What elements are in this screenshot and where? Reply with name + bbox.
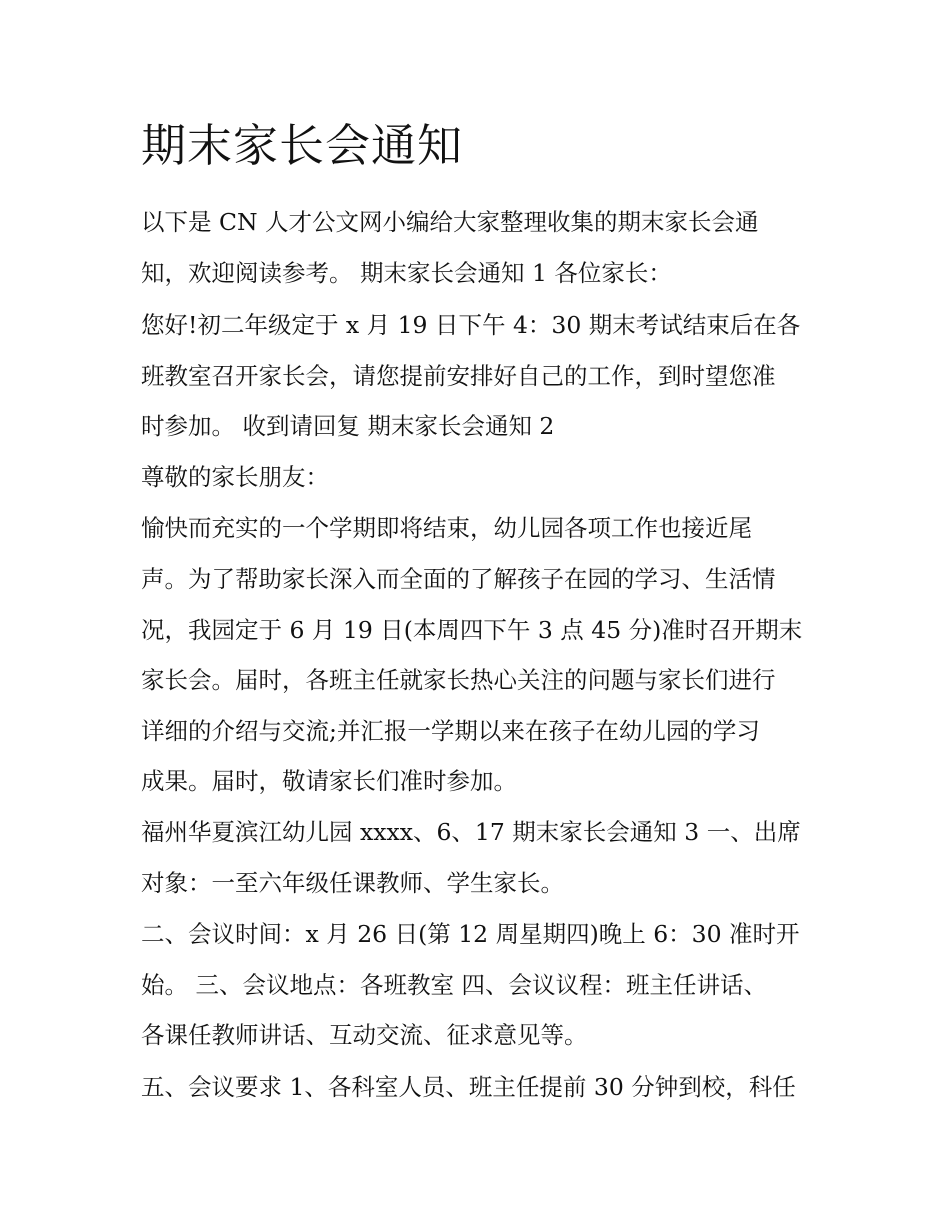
- body-line: 声。为了帮助家长深入而全面的了解孩子在园的学习、生活情: [141, 565, 776, 593]
- body-line: 福州华夏滨江幼儿园 xxxx、6、17 期末家长会通知 3 一、出席: [141, 818, 801, 846]
- body-line: 以下是 CN 人才公文网小编给大家整理收集的期末家长会通: [141, 208, 759, 236]
- body-line: 知，欢迎阅读参考。 期末家长会通知 1 各位家长：: [141, 259, 672, 287]
- body-line: 始。 三、会议地点：各班教室 四、会议议程：班主任讲话、: [141, 971, 767, 999]
- body-line: 尊敬的家长朋友：: [141, 463, 329, 491]
- document-title: 期末家长会通知: [141, 119, 464, 172]
- body-line: 二、会议时间：x 月 26 日(第 12 周星期四)晚上 6：30 准时开: [141, 920, 800, 948]
- body-line: 各课任教师讲话、互动交流、征求意见等。: [141, 1021, 588, 1049]
- body-line: 成果。届时，敬请家长们准时参加。: [141, 767, 517, 795]
- body-line: 时参加。 收到请回复 期末家长会通知 2: [141, 412, 555, 440]
- body-line: 况，我园定于 6 月 19 日(本周四下午 3 点 45 分)准时召开期末: [141, 616, 803, 644]
- body-line: 五、会议要求 1、各科室人员、班主任提前 30 分钟到校，科任: [141, 1073, 796, 1101]
- body-line: 家长会。届时，各班主任就家长热心关注的问题与家长们进行: [141, 666, 776, 694]
- body-line: 您好!初二年级定于 x 月 19 日下午 4：30 期末考试结束后在各: [141, 311, 801, 339]
- body-line: 对象：一至六年级任课教师、学生家长。: [141, 869, 564, 897]
- body-line: 愉快而充实的一个学期即将结束，幼儿园各项工作也接近尾: [141, 514, 752, 542]
- body-line: 班教室召开家长会，请您提前安排好自己的工作，到时望您准: [141, 362, 776, 390]
- body-line: 详细的介绍与交流;并汇报一学期以来在孩子在幼儿园的学习: [141, 717, 760, 745]
